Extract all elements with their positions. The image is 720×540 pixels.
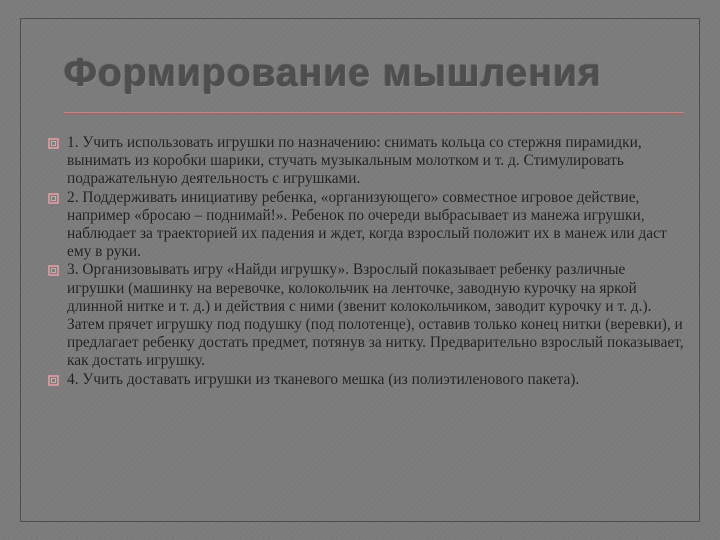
hollow-square-bullet-icon xyxy=(48,138,59,149)
bullet-list xyxy=(45,134,685,389)
list-item-text: 1. Учить использовать игрушки по назначению: снимать кольца со стержня пирамидки, вынимать из коробки шарики, стучать музыкальным молотком и т. д. Стимулировать подражательную деятельность с игрушками. xyxy=(67,134,642,188)
hollow-square-bullet-icon xyxy=(48,265,59,276)
list-item-text: 2. Поддерживать инициативу ребенка, «организующего» совместное игровое действие, например «бросаю – поднимай!». Ребенок по очереди выбрасывает из манежа игрушки, наблюдает за траекторией их падения и ждет, когда взрослый положит их в манеж или даст ему в руки. xyxy=(67,188,667,261)
list-item xyxy=(45,261,685,370)
list-item-text: 4. Учить доставать игрушки из тканевого мешка (из полиэтиленового пакета). xyxy=(67,370,580,388)
list-item xyxy=(45,134,685,189)
list-item xyxy=(45,371,685,389)
title-underline xyxy=(64,112,684,115)
hollow-square-bullet-icon xyxy=(48,375,59,386)
list-item-text: 3. Организовывать игру «Найди игрушку». Взрослый показывает ребенку различные игрушки (машинку на веревочке, колокольчик на ленточке, заводную курочку на яркой длинной нитке и т. д.) и действия с ними (звенит колокольчиком, заводит курочку и т. д.). Затем прячет игрушку под подушку (под полотенце), оставив только конец нитки (веревки), и предлагает ребенку достать предмет, потянув за нитку. Предварительно взрослый показывает, как достать игрушку. xyxy=(67,261,684,370)
list-item xyxy=(45,189,685,262)
hollow-square-bullet-icon xyxy=(48,193,59,204)
slide-title: Формирование мышления xyxy=(64,52,602,95)
